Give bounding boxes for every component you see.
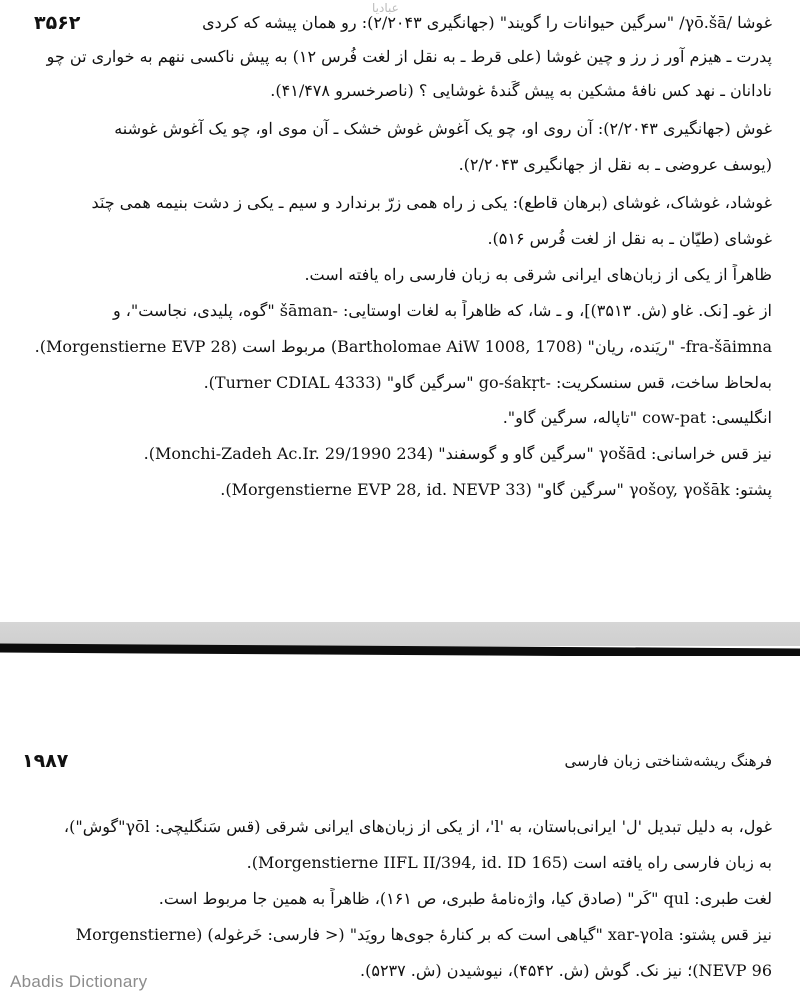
entry-line: به‌لحاظ ساخت، قس سنسکریت: -go-śakṛt "سرگین گاو" (Turner CDIAL 4333). [203, 373, 772, 392]
entry-line: fra-šāimna- "ریَنده، ریان" (Bartholomae AiW 1008, 1708) مربوط است (Morgenstierne EVP 28). [34, 337, 772, 356]
entry-line: ظاهراً از یکی از زبان‌های ایرانی شرقی به زبان فارسی راه یافته است. [304, 265, 772, 284]
entry-line: نیز قس خراسانی: γošād "سرگین گاو و گوسفند" (Monchi-Zadeh Ac.Ir. 29/1990 234). [143, 444, 772, 463]
entry-line: غوش (جهانگیری ۲/۲۰۴۳): آن روی او، چو یک آغوش غوش خشک ـ آن موی او، چو یک آغوش غوشنه [114, 119, 772, 138]
entry-line: پشتو: γošoy, γošāk "سرگین گاو" (Morgenstierne EVP 28, id. NEVP 33). [220, 480, 772, 499]
bottom-page-number: ۱۹۸۷ [22, 750, 69, 772]
entry-line: انگلیسی: cow-pat "تاپاله، سرگین گاو". [502, 408, 772, 427]
entry-line: پدرت ـ هیزم آور ز رز و چین غوشا (علی قرط ـ به نقل از لغت فُرس ۱۲) به پیش ناکسی ننهم به خواری تن چو [46, 47, 772, 66]
entry-line: غوشای (طیّان ـ به نقل از لغت فُرس ۵۱۶). [487, 229, 772, 248]
top-page-number: ۳۵۶۲ [34, 12, 81, 34]
entry-line: به زبان فارسی راه یافته است (Morgenstierne IIFL II/394, id. ID 165). [246, 853, 772, 872]
entry-line: غول، به دلیل تبدیل 'ل' ایرانی‌باستان، به 'l'، از یکی از زبان‌های ایرانی شرقی (قس سَنگلیچی: γōl"گوش")، [63, 817, 772, 836]
running-head: فرهنگ ریشه‌شناختی زبان فارسی [564, 752, 772, 770]
top-watermark: عبادیا [372, 1, 399, 15]
entry-line: نادانان ـ نهد کس نافۀ مشکین به پیش گَندهٔ غوشایی ؟ (ناصرخسرو ۴۱/۴۷۸). [270, 81, 772, 100]
bottom-page [0, 656, 800, 1000]
entry-line: غوشاد، غوشاک، غوشای (برهان قاطع): یکی ز راه همی زرّ برندارد و سیم ـ یکی ز دشت بنیمه همی چنَد [91, 193, 772, 212]
entry-line: لغت طبری: qul "کَر" (صادق کیا، واژه‌نامهٔ طبری، ص ۱۶۱)، ظاهراً به همین جا مربوط است. [158, 889, 772, 908]
entry-line: NEVP 96)؛ نیز نک. گوش (ش. ۴۵۴۲)، نیوشیدن (ش. ۵۲۳۷). [360, 961, 772, 980]
entry-line: (یوسف عروضی ـ به نقل از جهانگیری ۲/۲۰۴۳). [458, 155, 772, 174]
entry-line: نیز قس پشتو: xar-γola "گیاهی است که بر کنارهٔ جوی‌ها رویَد" (< فارسی: خَرغوله) (Morgenstierne [75, 925, 772, 944]
entry-line: غوشا /γō.šā/ "سرگین حیوانات را گویند" (جهانگیری ۲/۲۰۴۳): رو همان پیشه که کردی [202, 13, 772, 32]
page-gap [0, 622, 800, 646]
bottom-watermark: Abadis Dictionary [10, 972, 148, 991]
entry-line: از غوـ [نک. غاو (ش. ۳۵۱۳)]، و ـ شا، که ظاهراً به لغات اوستایی: -šāman "گوه، پلیدی، نجاست"، و [112, 301, 772, 320]
